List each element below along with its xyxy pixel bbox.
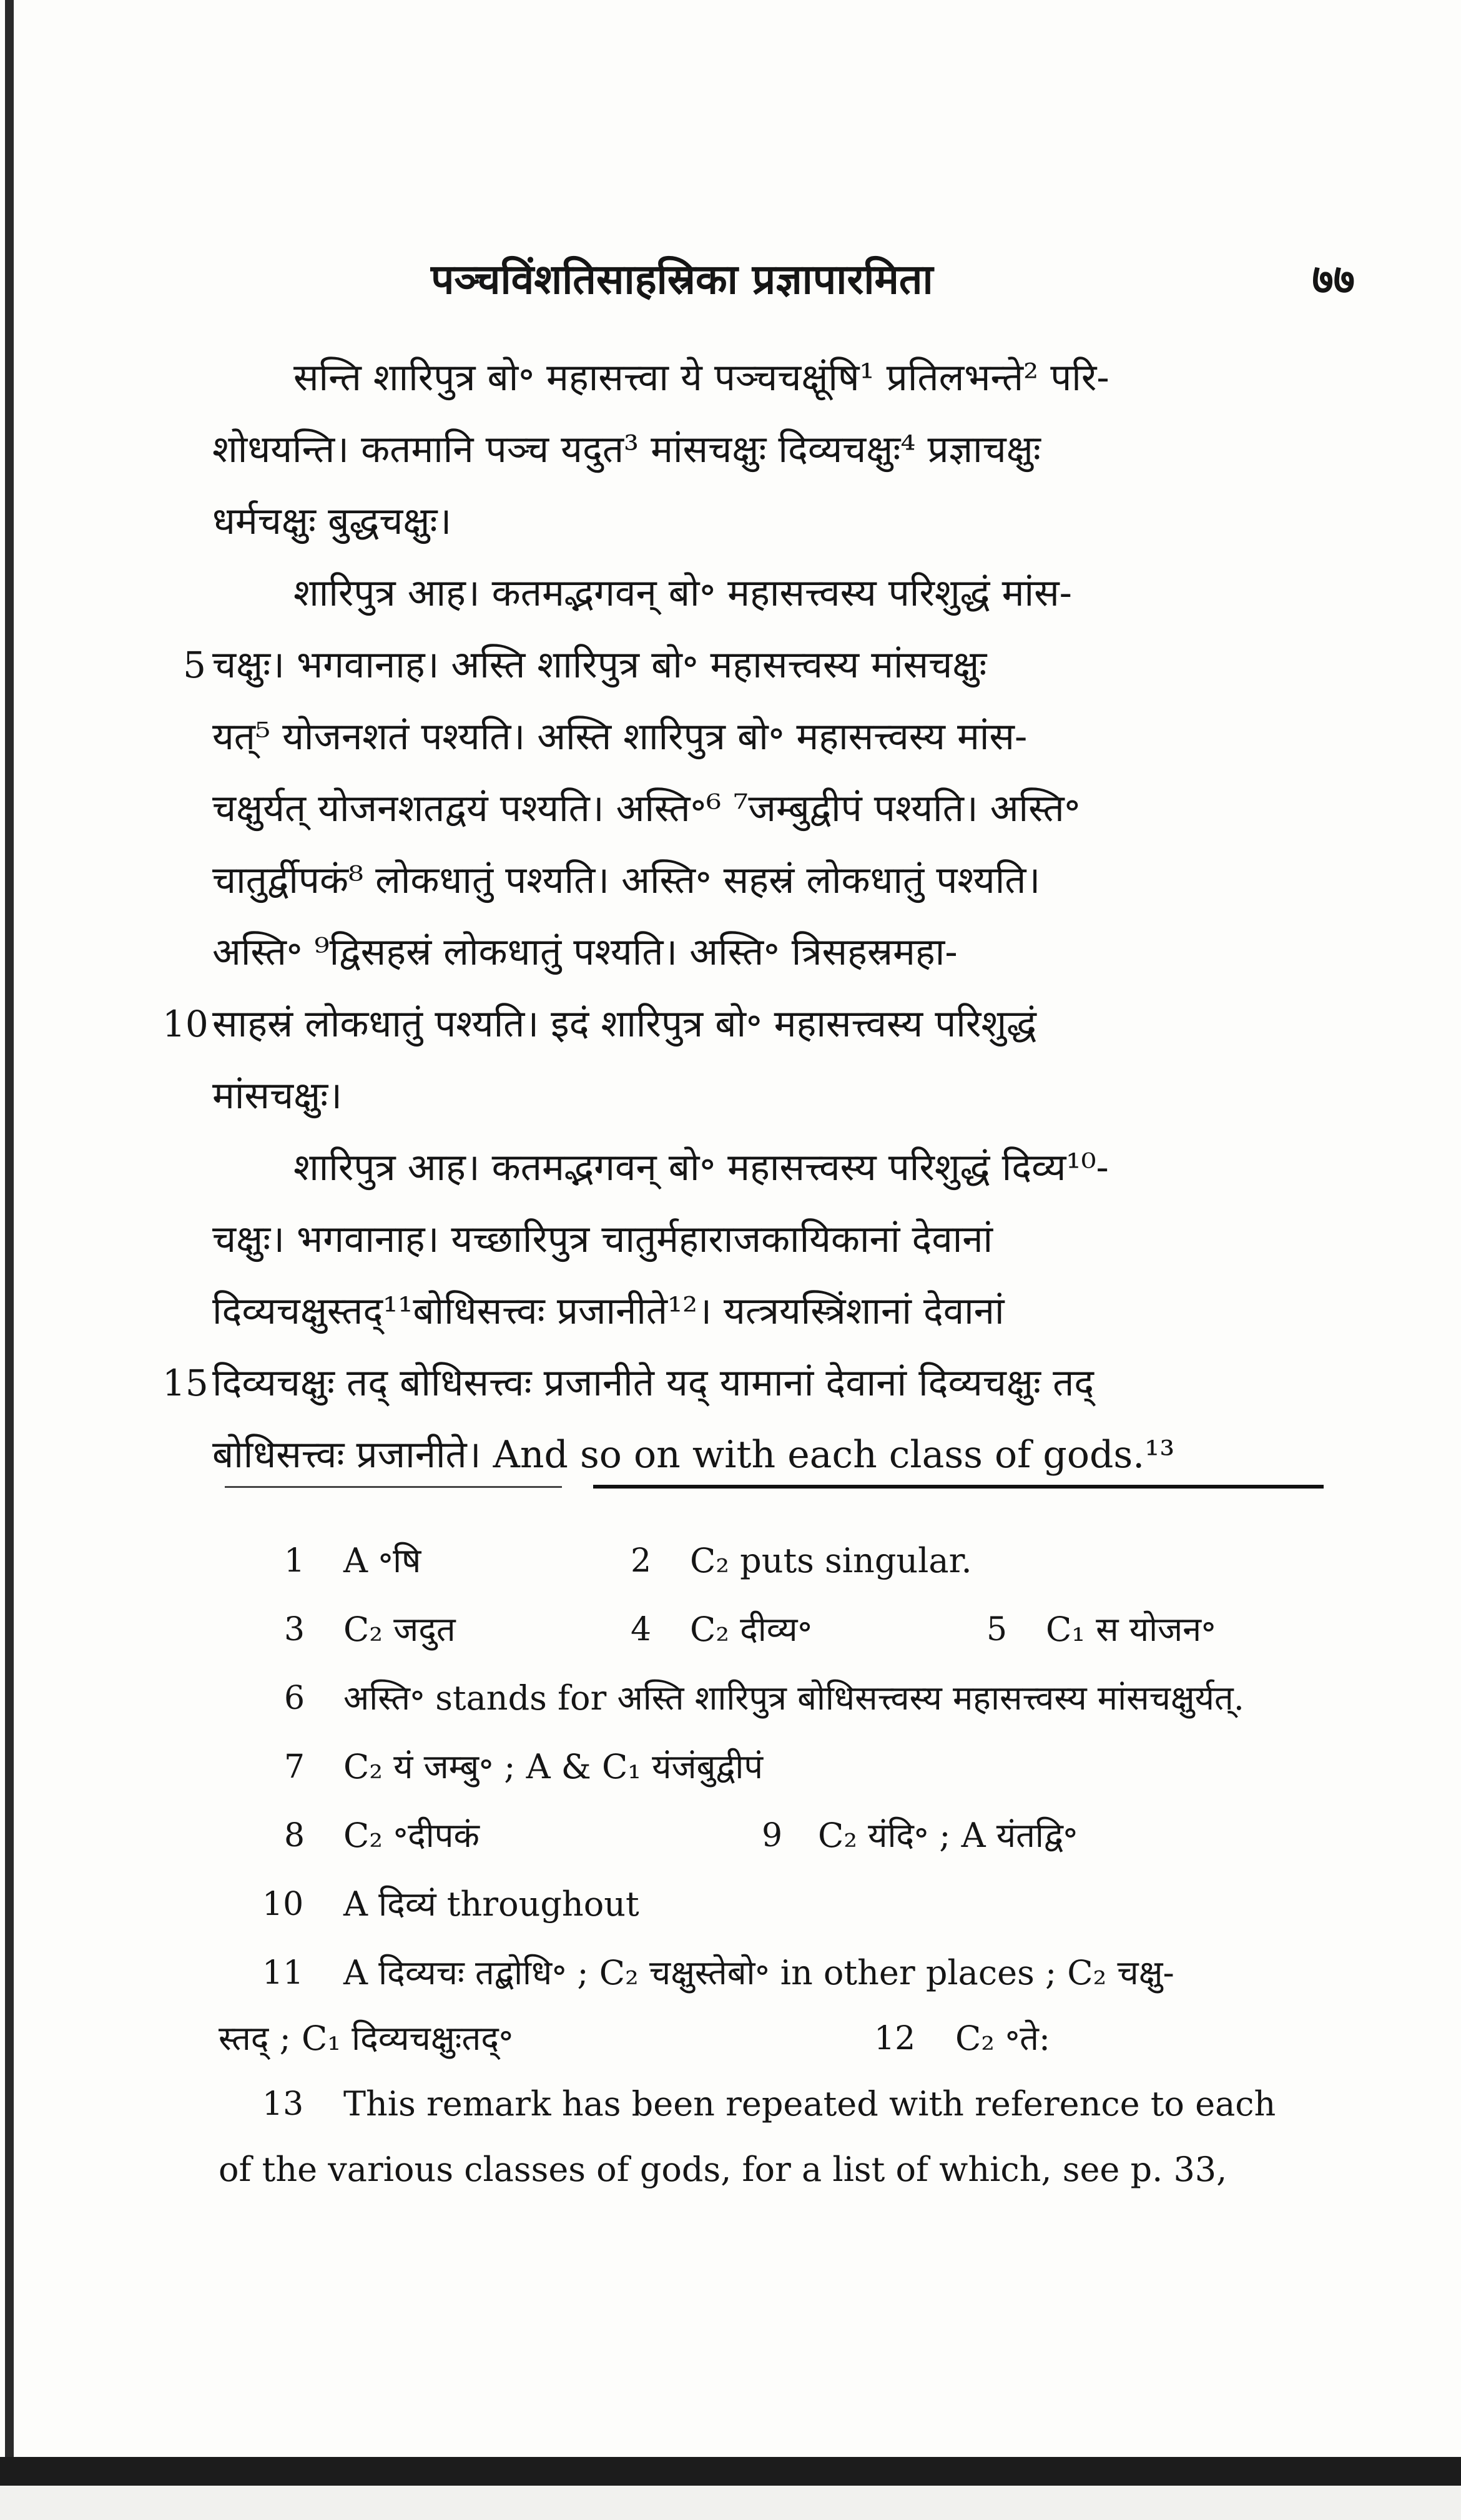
body-line: साहस्रं लोकधातुं पश्यति। इदं शारिपुत्र बो॰ महासत्त्वस्य परिशुद्धं [212,1002,1037,1046]
body-line: शारिपुत्र आह। कतमद्भगवन् बो॰ महासत्त्वस्य परिशुद्धं मांस- [293,571,1072,615]
footnote-text: C₂ यं जम्बु॰ ; A & C₁ यंजंबुद्वीपं [343,1747,764,1786]
scan-bottom-edge [0,2457,1461,2486]
body-line: चक्षुर्यत् योजनशतद्वयं पश्यति। अस्ति॰⁶ ⁷जम्बुद्वीपं पश्यति। अस्ति॰ [212,787,1081,830]
footnote-text: अस्ति॰ stands for अस्ति शारिपुत्र बोधिसत्त्वस्य महासत्त्वस्य मांसचक्षुर्यत्. [343,1678,1244,1718]
line-number: 5 [183,644,206,686]
footnote-number: 5 [986,1611,1008,1648]
footnote-number: 7 [284,1748,305,1786]
body-line: यत्⁵ योजनशतं पश्यति। अस्ति शारिपुत्र बो॰ महासत्त्वस्य मांस- [212,715,1028,759]
body-line: दिव्यचक्षुस्तद्¹¹बोधिसत्त्वः प्रजानीते¹²। यत्त्रयस्त्रिंशानां देवानां [212,1289,1005,1333]
body-line: चातुर्द्वीपकं⁸ लोकधातुं पश्यति। अस्ति॰ सहस्रं लोकधातुं पश्यति। [212,859,1041,902]
body-line: अस्ति॰ ⁹द्विसहस्रं लोकधातुं पश्यति। अस्ति॰ त्रिसहस्रमहा- [212,930,958,974]
body-line: शारिपुत्र आह। कतमद्भगवन् बो॰ महासत्त्वस्य परिशुद्धं दिव्य¹⁰- [293,1146,1109,1189]
footnote-text: A ॰षि [343,1541,421,1580]
body-line: दिव्यचक्षुः तद् बोधिसत्त्वः प्रजानीते यद् यामानां देवानां दिव्यचक्षुः तद् [212,1361,1095,1405]
page-number: ७७ [1312,255,1355,303]
body-line: चक्षुः। भगवानाह। अस्ति शारिपुत्र बो॰ महासत्त्वस्य मांसचक्षुः [212,643,987,687]
footnote-number: 2 [631,1542,652,1580]
line-number: 15 [162,1362,209,1404]
footnote-number: 8 [284,1817,305,1854]
footnote-number: 3 [284,1611,305,1648]
body-line: सन्ति शारिपुत्र बो॰ महासत्त्वा ये पञ्चचक्षूंषि¹ प्रतिलभन्ते² परि- [293,356,1109,400]
footnote-text: This remark has been repeated with reference to each [343,2084,1276,2124]
line-number: 10 [162,1003,209,1045]
footnote-number: 1 [284,1542,305,1580]
footnote-rule-short [225,1486,562,1488]
body-line: शोधयन्ति। कतमानि पञ्च यदुत³ मांसचक्षुः दिव्यचक्षुः⁴ प्रज्ञाचक्षुः [212,428,1041,471]
footnote-text: स्तद् ; C₁ दिव्यचक्षुःतद्॰ [219,2019,513,2058]
footnote-text: C₂ ॰ते: [955,2019,1051,2058]
footnote-number: 11 [262,1954,304,1992]
footnote-number: 12 [874,2020,916,2057]
footnote-text: C₂ जदुत [343,1610,456,1649]
footnote-number: 4 [631,1611,652,1648]
scan-bottom-margin [0,2486,1461,2520]
body-line: बोधिसत्त्वः प्रजानीते। And so on with each class of gods.¹³ [212,1433,1175,1477]
footnote-text: C₂ ॰दीपकं [343,1816,480,1855]
footnote-text: of the various classes of gods, for a list of which, see p. 33, [219,2150,1227,2189]
footnote-text: A दिव्यं throughout [343,1884,639,1924]
footnote-text: C₁ स योजन॰ [1046,1610,1216,1649]
body-line: चक्षुः। भगवानाह। यच्छारिपुत्र चातुर्महाराजकायिकानां देवानां [212,1218,993,1261]
footnote-text: C₂ दीव्य॰ [690,1610,812,1649]
page-header [431,250,1355,312]
footnote-number: 9 [762,1817,783,1854]
body-line: मांसचक्षुः। [212,1074,342,1118]
footnote-rule [593,1485,1324,1489]
footnote-number: 13 [262,2085,304,2123]
footnote-text: C₂ puts singular. [690,1541,972,1580]
footnote-number: 6 [284,1680,305,1717]
page-title: पञ्चविंशतिसाहस्रिका प्रज्ञापारमिता [431,255,933,303]
footnote-number: 10 [262,1886,304,1923]
footnote-text: C₂ यंदि॰ ; A यंतद्वि॰ [818,1816,1078,1855]
scan-left-edge [5,0,14,2491]
footnote-text: A दिव्यचः तद्बोधि॰ ; C₂ चक्षुस्तेबो॰ in other places ; C₂ चक्षु- [343,1953,1174,1992]
body-line: धर्मचक्षुः बुद्धचक्षुः। [212,500,452,543]
